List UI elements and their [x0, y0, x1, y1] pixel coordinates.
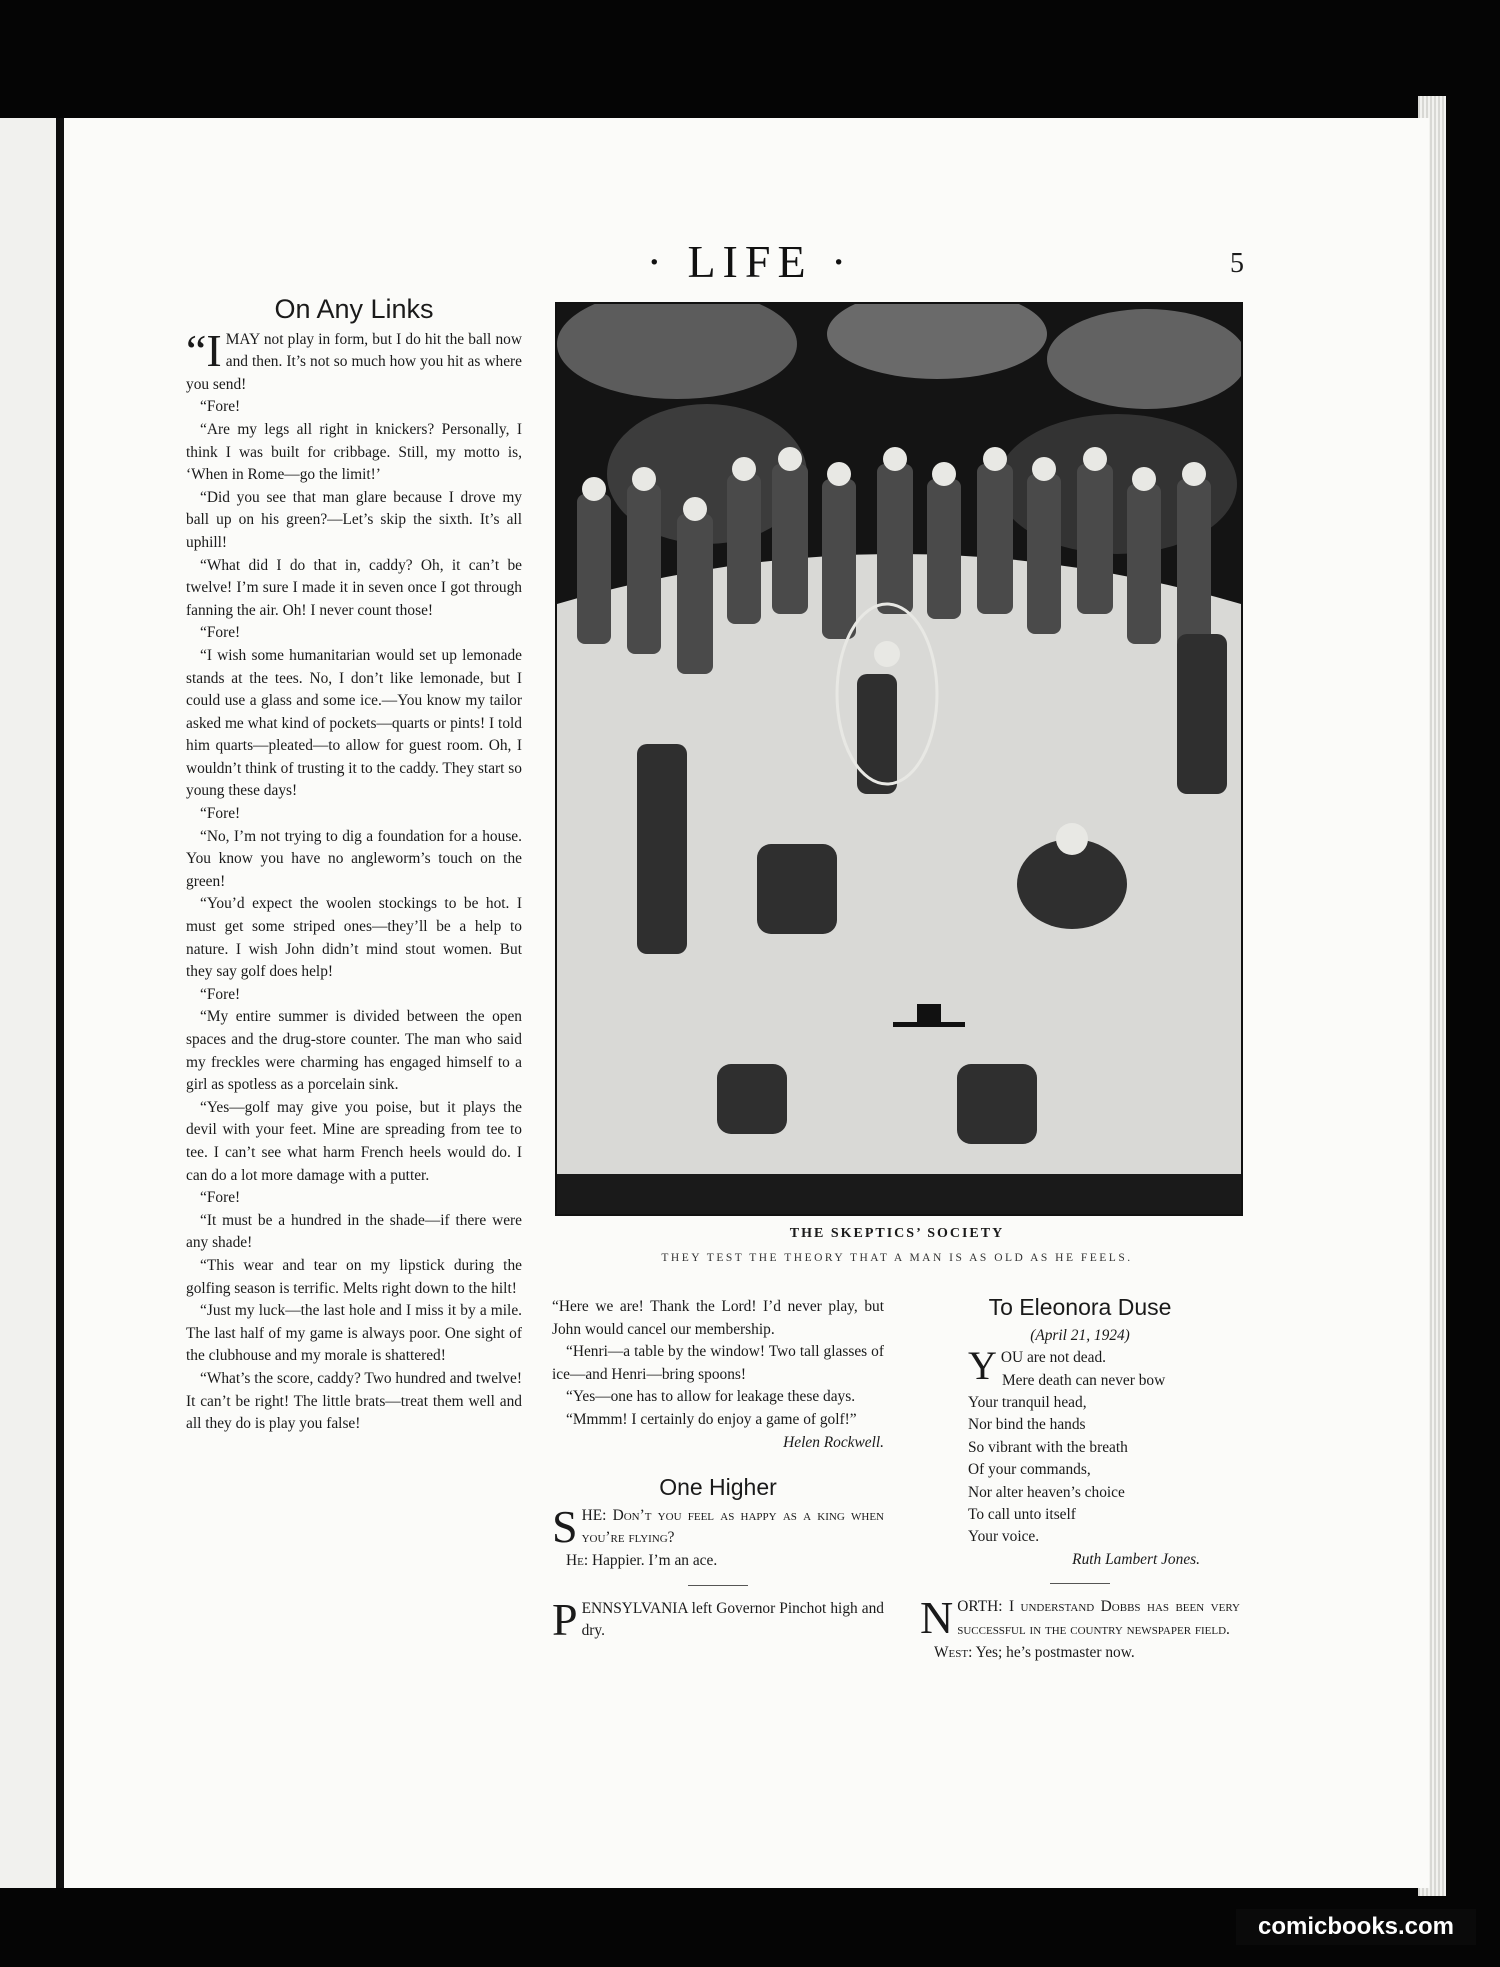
watermark: comicbooks.com — [1236, 1909, 1476, 1945]
article-paragraph: “This wear and tear on my lipstick during the golfing season is terrific. Melts right down to the hilt! — [186, 1256, 522, 1297]
poem-line: Nor alter heaven’s choice — [968, 1483, 1125, 1501]
article-paragraph: “Fore! — [200, 624, 241, 642]
poem-body — [920, 1343, 1240, 1549]
article-paragraph: “Henri—a table by the window! Two tall glasses of ice—and Henri—bring spoons! — [552, 1343, 884, 1383]
one-higher-he: He: Happier. I’m an ace. — [566, 1551, 718, 1569]
one-higher-she: SHE: Don’t you feel as happy as a king when you’re flying? — [552, 1500, 884, 1552]
author-signature: Helen Rockwell. — [783, 1433, 884, 1451]
article-paragraph: “You’d expect the woolen stockings to be hot. I must get some striped ones—they’ll be a help to nature. I wish John didn’t mind stout women. But they say golf does help! — [186, 895, 522, 981]
masthead: · LIFE · — [646, 236, 854, 287]
article-paragraph: “Fore! — [200, 805, 241, 823]
cartoon-drawing — [557, 304, 1241, 1214]
article-paragraph: “What did I do that in, caddy? Oh, it can’t be twelve! I’m sure I made it in seven once I got through fanning the air. Oh! I never count those! — [186, 556, 522, 619]
right-column — [920, 1296, 1240, 1664]
drop-cap: S — [552, 1500, 578, 1552]
article-paragraph: “Here we are! Thank the Lord! I’d never play, but John would cancel our membership. — [552, 1298, 884, 1338]
article-paragraph: “Fore! — [200, 1189, 241, 1207]
section-divider — [1050, 1583, 1110, 1584]
article-paragraph: “It must be a hundred in the shade—if there were any shade! — [186, 1211, 522, 1252]
drop-cap: N — [920, 1592, 954, 1644]
middle-column — [552, 1296, 884, 1643]
article-on-any-links — [186, 294, 522, 1436]
article-paragraph: “Are my legs all right in knickers? Personally, I think I was built for cribbage. Still, my motto is, ‘When in Rome—go the limit!’ — [186, 420, 522, 484]
left-page-gutter — [0, 118, 62, 1888]
page-number: 5 — [1230, 248, 1244, 279]
poem-line: To call unto itself — [968, 1506, 1076, 1524]
article-paragraph: “What’s the score, caddy? Two hundred and twelve! It can’t be right! The little brats—treat them well and all they do is play you false! — [186, 1369, 522, 1433]
poem-line: Your voice. — [968, 1528, 1040, 1546]
article-paragraph: “No, I’m not trying to dig a foundation for a house. You know you have no angleworm’s touch on the green! — [186, 827, 522, 890]
section-divider — [688, 1585, 748, 1586]
article-paragraph: “Fore! — [200, 398, 241, 416]
cartoon-illustration — [555, 302, 1243, 1216]
article-paragraph: “Yes—one has to allow for leakage these days. — [566, 1388, 856, 1406]
poem-date: (April 21, 1924) — [1030, 1326, 1130, 1344]
article-paragraph: “I wish some humanitarian would set up lemonade stands at the tees. No, I don’t like lemonade, but I could use a glass and some ice.—You know my tailor asked me what kind of pockets—quarts or pints! I told him quarts—pleated—to allow for guest room. Oh, I wouldn’t think of trusting it to the caddy. They start so young these days! — [186, 646, 522, 800]
article-paragraph: “Fore! — [200, 985, 241, 1003]
article-title: On Any Links — [274, 294, 434, 324]
cartoon-subcaption: THEY TEST THE THEORY THAT A MAN IS AS OLD AS HE FEELS. — [661, 1252, 1133, 1264]
poem-line: Mere death can never bow — [1002, 1371, 1166, 1389]
poem-line: So vibrant with the breath — [968, 1438, 1128, 1456]
poem-line: Nor bind the hands — [968, 1416, 1086, 1434]
article-paragraph: “Did you see that man glare because I drove my ball up on his green?—Let’s skip the sixth. It’s all uphill! — [186, 488, 522, 551]
one-higher-title: One Higher — [659, 1474, 777, 1501]
article-paragraph: “IMAY not play in form, but I do hit the ball now and then. It’s not so much how you hit as where you send! — [186, 324, 522, 393]
article-paragraph: “My entire summer is divided between the open spaces and the drug-store counter. The man who said my freckles were charming has engaged himself to a girl as spotless as a porcelain sink. — [186, 1008, 522, 1094]
poem-line: Your tranquil head, — [968, 1394, 1087, 1411]
article-paragraph: “Mmmm! I certainly do enjoy a game of golf!” — [566, 1410, 857, 1428]
pennsylvania-item: PENNSYLVANIA left Governor Pinchot high and dry. — [552, 1593, 884, 1645]
article-paragraph: “Yes—golf may give you poise, but it plays the devil with your feet. Mine are spreading from tee to tee. I can’t see what harm French heels would do. I can do a lot more damage with a putter. — [186, 1098, 522, 1184]
poem-line: Of your commands, — [968, 1461, 1091, 1479]
article-paragraph: “Just my luck—the last hole and I miss it by a mile. The last half of my game is always poor. One sight of the clubhouse and my morale is shattered! — [186, 1302, 522, 1365]
cartoon-caption: THE SKEPTICS’ SOCIETY — [789, 1226, 1005, 1241]
drop-cap: “I — [186, 324, 222, 376]
poem-line: YOU are not dead. — [968, 1343, 1107, 1389]
drop-cap: Y — [968, 1343, 997, 1389]
poem-signature: Ruth Lambert Jones. — [1072, 1550, 1200, 1568]
poem-title: To Eleonora Duse — [988, 1294, 1172, 1320]
drop-cap: P — [552, 1593, 578, 1645]
west-line: West: Yes; he’s postmaster now. — [934, 1643, 1135, 1661]
north-line: NORTH: I understand Dobbs has been very successful in the country newspaper field. — [920, 1592, 1240, 1644]
